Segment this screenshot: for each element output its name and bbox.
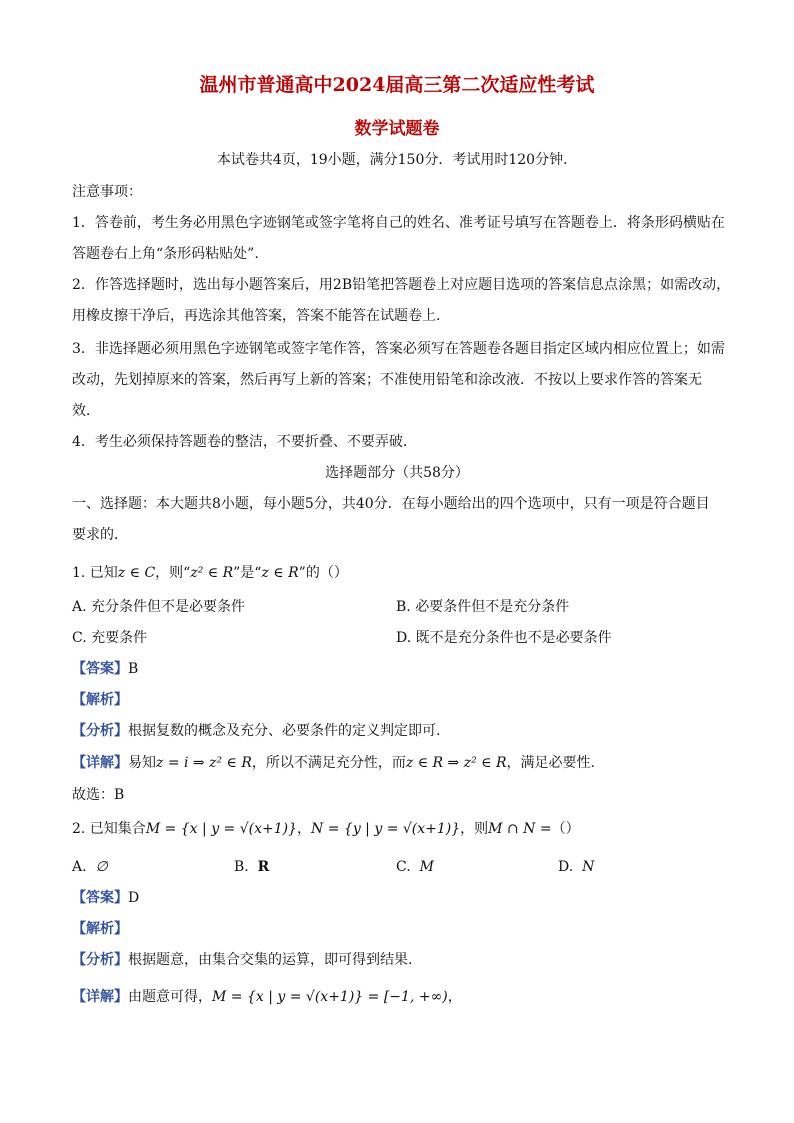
exam-intro: 本试卷共4页，19小题，满分150分．考试用时120分钟．: [216, 152, 578, 168]
fenxi-text: 根据题意，由集合交集的运算，即可得到结果.: [128, 952, 413, 968]
xiangjie-text: ，所以不满足充分性，而: [251, 755, 406, 771]
q2-set-m: M = {x | y = √(x+1)}: [145, 821, 298, 837]
notice-line: 1．答卷前，考生务必用黑色字迹钢笔或签字笔将自己的姓名、准考证号填写在答题卷上．将条形码横贴在: [72, 215, 725, 231]
q1-condition: z ∈ C: [117, 565, 156, 581]
notice-line: 答题卷右上角“条形码粘贴处”.: [72, 246, 259, 262]
q2-set-n: N = {y | y = √(x+1)}: [311, 821, 461, 837]
notice-line: 效．: [72, 403, 100, 419]
q2-option-b: [234, 857, 269, 877]
q1-prefix: 1. 已知: [72, 565, 118, 581]
xiangjie-text: ，满足必要性.: [506, 755, 595, 771]
answer-value: B: [128, 661, 139, 677]
notice-line: 用橡皮擦干净后，再选涂其他答案，答案不能答在试题卷上．: [72, 308, 450, 324]
q1-xiangjie: [72, 753, 595, 773]
q1-suffix: ”的（）: [298, 565, 348, 581]
q2-answer: [72, 888, 139, 908]
q1-mid2: ”是“: [233, 565, 262, 581]
q1-option-d: D. 既不是充分条件也不是必要条件: [396, 630, 612, 646]
q2-prefix: 2. 已知集合: [72, 821, 146, 837]
notice-line: 改动，先划掉原来的答案，然后再写上新的答案；不准使用铅笔和涂改液．不按以上要求作答的答案无: [72, 372, 702, 388]
xiangjie-math: M = {x | y = √(x+1)} = [−1, +∞): [212, 989, 448, 1005]
analysis-label: 【解析】: [72, 692, 128, 708]
q2-suffix-pre: ，则: [460, 821, 489, 837]
xiangjie-text: 由题意可得，: [128, 989, 212, 1005]
option-value: N: [582, 859, 595, 875]
answer-label: 【答案】: [72, 890, 128, 906]
q2-fenxi: [72, 950, 412, 970]
q2-xiangjie: [72, 987, 462, 1007]
answer-label: 【答案】: [72, 661, 128, 677]
fenxi-label: 【分析】: [72, 723, 128, 739]
notice-line: 4．考生必须保持答题卷的整洁，不要折叠、不要弄破．: [72, 434, 417, 450]
section-title: 选择题部分（共58分）: [325, 465, 469, 481]
option-value: M: [419, 859, 434, 875]
part1-instruction: 要求的．: [72, 527, 128, 543]
question-2-stem: [72, 819, 580, 839]
xiangjie-math: z = i ⇒ z² ∈ R: [156, 755, 252, 771]
q2-analysis-heading: [72, 919, 128, 939]
q2-option-a: [72, 857, 108, 877]
answer-value: D: [128, 890, 140, 906]
xiangjie-text: 易知: [128, 755, 156, 771]
xiangjie-label: 【详解】: [72, 755, 128, 771]
notice-heading: 注意事项：: [72, 184, 142, 200]
option-letter: A.: [72, 859, 87, 875]
option-value: ∅: [95, 859, 108, 875]
part1-instruction: 一、选择题：本大题共8小题，每小题5分，共40分．在每小题给出的四个选项中，只有一项是符合题目: [72, 496, 710, 512]
q1-answer: [72, 659, 138, 679]
q2-option-c: [396, 857, 434, 877]
q2-sep: ，: [297, 821, 312, 837]
option-letter: C.: [396, 859, 411, 875]
q1-statement-1: z² ∈ R: [190, 565, 234, 581]
q2-expression: M ∩ N =: [488, 821, 552, 837]
fenxi-label: 【分析】: [72, 952, 128, 968]
q1-analysis-heading: [72, 690, 128, 710]
q1-statement-2: z ∈ R: [261, 565, 299, 581]
option-letter: D.: [558, 859, 574, 875]
xiangjie-math: z ∈ R ⇒ z² ∈ R: [405, 755, 507, 771]
page-title: 温州市普通高中2024届高三第二次适应性考试: [199, 74, 595, 96]
page-subtitle: 数学试题卷: [354, 119, 440, 139]
q1-mid1: ，则“: [155, 565, 191, 581]
notice-line: 3．非选择题必须用黑色字迹钢笔或签字笔作答，答案必须写在答题卷各题目指定区域内相应位置上；如需: [72, 341, 725, 357]
q1-fenxi: [72, 721, 440, 741]
analysis-label: 【解析】: [72, 921, 128, 937]
option-value: R: [257, 859, 270, 875]
q2-option-d: [558, 857, 594, 877]
fenxi-text: 根据复数的概念及充分、必要条件的定义判定即可.: [128, 723, 441, 739]
q1-option-a: A. 充分条件但不是必要条件: [72, 599, 246, 615]
q2-suffix: （）: [551, 821, 580, 837]
xiangjie-text: ，: [447, 989, 462, 1005]
q1-option-c: C. 充要条件: [72, 630, 148, 646]
q1-choice: 故选：B: [72, 787, 125, 803]
q1-option-b: B. 必要条件但不是充分条件: [396, 599, 570, 615]
notice-line: 2．作答选择题时，选出每小题答案后，用2B铅笔把答题卷上对应题目选项的答案信息点涂黑；如需改动，: [72, 277, 731, 293]
option-letter: B.: [234, 859, 249, 875]
xiangjie-label: 【详解】: [72, 989, 128, 1005]
question-1-stem: [72, 563, 348, 583]
